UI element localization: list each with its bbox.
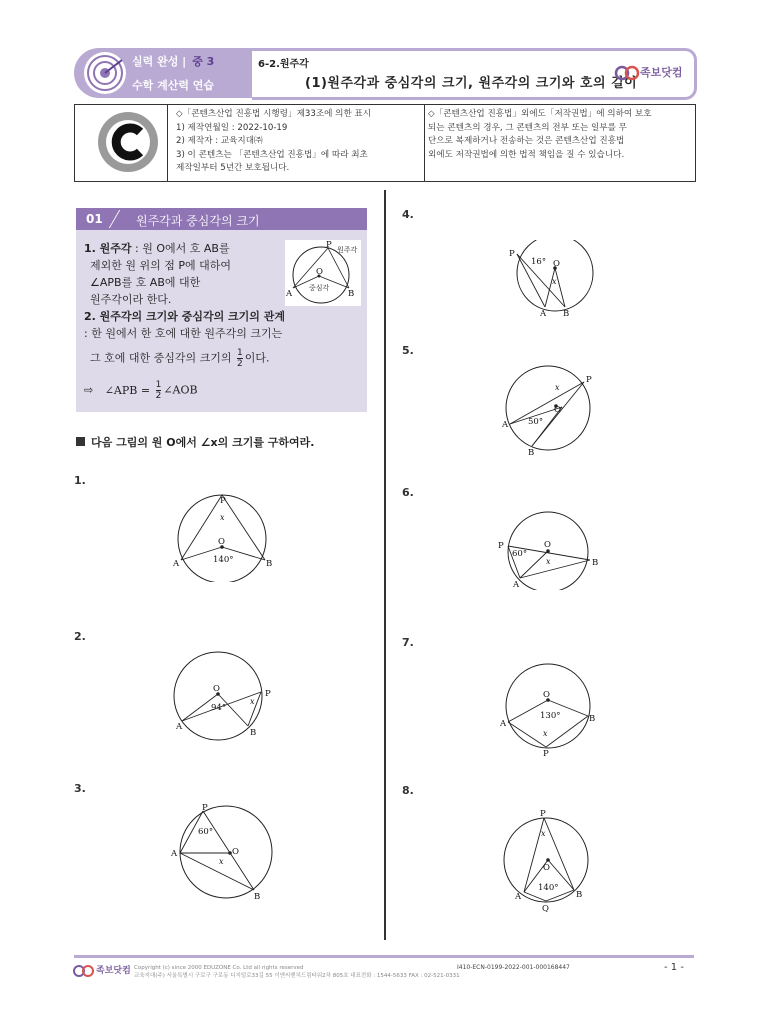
question-number: 1. (74, 474, 86, 487)
question-number: 5. (402, 344, 414, 357)
svg-text:16°: 16° (531, 257, 547, 267)
svg-text:B: B (592, 558, 599, 568)
svg-text:O: O (543, 863, 550, 873)
question-4-figure (500, 240, 610, 320)
svg-text:Q: Q (542, 904, 549, 912)
definition-line: 제외한 원 위의 점 P에 대하여 (90, 259, 232, 272)
svg-text:x: x (543, 729, 548, 738)
column-divider (384, 190, 386, 940)
svg-text:A: A (502, 420, 509, 430)
svg-text:A: A (173, 559, 180, 569)
formula-left: ∠APB = (104, 383, 151, 397)
concept-title: 원주각과 중심각의 크기 (136, 214, 260, 228)
notice-line: 외에도 저작권법에 의한 법적 책임을 질 수 있습니다. (428, 149, 625, 160)
footer-logo-icon (72, 962, 96, 984)
svg-text:P: P (265, 689, 271, 699)
svg-text:A: A (513, 580, 520, 590)
question-6-figure (494, 510, 604, 590)
svg-text:x: x (219, 857, 224, 866)
notice-line: 1) 제작연월일 : 2022-10-19 (176, 122, 288, 133)
svg-text:O: O (543, 690, 550, 700)
notice-line: 제작일부터 5년간 보호됩니다. (176, 163, 290, 173)
question-8-figure (502, 804, 598, 912)
definition-title: 2. 원주각의 크기와 중심각의 크기의 관계 (84, 310, 285, 323)
svg-text:B: B (528, 448, 535, 456)
svg-text:x: x (541, 829, 546, 838)
notice-line: 3) 이 콘텐츠는 「콘텐츠산업 진흥법」에 따라 최초 (176, 149, 368, 160)
definition-line: 그 호에 대한 중심각의 크기의 (90, 351, 232, 365)
question-number: 3. (74, 782, 86, 795)
svg-text:A: A (500, 719, 507, 729)
svg-text:B: B (266, 559, 273, 569)
svg-text:P: P (498, 541, 504, 551)
svg-text:A: A (171, 849, 178, 859)
svg-text:x: x (546, 557, 551, 566)
svg-text:140°: 140° (538, 883, 559, 893)
question-1-figure (170, 492, 280, 582)
footer-brand: 족보닷컴 (96, 966, 131, 976)
svg-text:P: P (509, 249, 515, 259)
notice-line: 단으로 복제하거나 전송하는 것은 콘텐츠산업 진흥법 (428, 136, 625, 146)
svg-text:P: P (586, 375, 592, 385)
question-number: 6. (402, 486, 414, 499)
question-number: 4. (402, 208, 414, 221)
arrow-icon: ⇨ (84, 383, 94, 397)
instruction: 다음 그림의 원 O에서 ∠x의 크기를 구하여라. (76, 434, 314, 450)
fraction-half: $\frac{1}{2}$ (237, 348, 243, 369)
definition-line: : 원 O에서 호 AB를 (131, 242, 230, 255)
svg-text:P: P (202, 803, 208, 813)
svg-text:60°: 60° (512, 549, 528, 559)
divider (167, 104, 168, 182)
svg-text:A: A (540, 309, 547, 319)
svg-text:A: A (176, 722, 183, 732)
address-line: 교육지대(주) 서울특별시 구로구 구로동 디지털로33길 55 이앤씨벤처드림타워2차 805호 대표전화 : 1544-5633 FAX : 02-521-0331 (134, 973, 460, 979)
notice-line: 2) 제작자 : 교육지대㈜ (176, 136, 263, 146)
copyright-notice-right (428, 108, 688, 162)
definition-relation (84, 308, 364, 369)
definition-line: 원주각이라 한다. (90, 293, 172, 306)
question-number: 8. (402, 784, 414, 797)
formula (84, 380, 364, 401)
fraction-half: $\frac{1}{2}$ (155, 380, 162, 401)
svg-text:x: x (552, 277, 557, 286)
notice-line: ◇「콘텐츠산업 진흥법」외에도「저작권법」에 의하여 보호 (428, 109, 652, 119)
svg-text:A: A (515, 892, 522, 902)
svg-text:P: P (220, 496, 226, 506)
svg-text:B: B (563, 309, 570, 319)
header-level: 실력 완성 | 중 3 (132, 55, 215, 68)
svg-text:P: P (326, 240, 332, 250)
svg-text:O: O (232, 847, 239, 857)
page-number: - 1 - (664, 962, 684, 973)
svg-text:B: B (250, 728, 257, 738)
svg-text:94°: 94° (211, 703, 227, 713)
definition-line: : 한 원에서 한 호에 대한 원주각의 크기는 (84, 327, 283, 340)
question-5-figure (498, 364, 602, 456)
svg-text:O: O (316, 267, 323, 277)
definition-inscribed-angle (84, 240, 284, 308)
definition-line: 이다. (244, 351, 270, 365)
notice-line: 되는 콘텐츠의 경우, 그 콘텐츠의 전부 또는 일부를 무 (428, 122, 627, 133)
definition-line: ∠APB를 호 AB에 대한 (90, 276, 201, 289)
svg-text:O: O (544, 540, 551, 550)
svg-text:x: x (220, 513, 225, 522)
copyright-line: Copyright (c) since 2000 EDUZONE Co. Ltd all rights reserved (134, 965, 304, 971)
svg-text:140°: 140° (213, 555, 234, 565)
svg-text:B: B (254, 892, 261, 902)
copyright-notice-left (176, 108, 421, 176)
svg-text:원주각: 원주각 (337, 246, 358, 254)
notice-line: ◇「콘텐츠산업 진흥법 시행령」제33조에 의한 표시 (176, 109, 372, 119)
brand-name: 족보닷컴 (640, 66, 683, 79)
svg-text:60°: 60° (198, 827, 214, 837)
footer-copyright (134, 964, 464, 980)
svg-text:A: A (286, 289, 293, 299)
svg-text:130°: 130° (540, 711, 561, 721)
svg-text:P: P (540, 809, 546, 819)
page-title: (1)원주각과 중심각의 크기, 원주각의 크기와 호의 길이 (305, 76, 638, 91)
footer-code: I410-ECN-0199-2022-001-000168447 (457, 964, 570, 971)
question-number: 7. (402, 636, 414, 649)
target-logo-icon (84, 52, 126, 94)
header-series: 수학 계산력 연습 (132, 79, 215, 92)
svg-text:O: O (554, 405, 561, 415)
divider (424, 104, 425, 182)
svg-text:중심각: 중심각 (309, 284, 330, 292)
concept-figure (285, 240, 361, 306)
section-label: 6-2.원주각 (258, 59, 309, 70)
svg-text:O: O (553, 259, 560, 269)
footer-line (74, 955, 694, 958)
svg-text:B: B (589, 714, 596, 724)
svg-text:O: O (213, 684, 220, 694)
copyright-c-logo-icon (96, 110, 160, 178)
definition-title: 1. 원주각 (84, 242, 132, 255)
question-3-figure (168, 800, 280, 902)
svg-text:B: B (576, 890, 583, 900)
question-number: 2. (74, 630, 86, 643)
concept-number: 01 (86, 212, 103, 226)
svg-text:B: B (348, 289, 355, 299)
svg-text:x: x (250, 697, 255, 706)
svg-text:O: O (218, 537, 225, 547)
formula-right: ∠AOB (163, 383, 198, 397)
question-2-figure (168, 648, 280, 744)
svg-text:x: x (555, 383, 560, 392)
question-7-figure (496, 660, 604, 758)
svg-text:50°: 50° (528, 417, 544, 427)
svg-text:P: P (543, 749, 549, 758)
